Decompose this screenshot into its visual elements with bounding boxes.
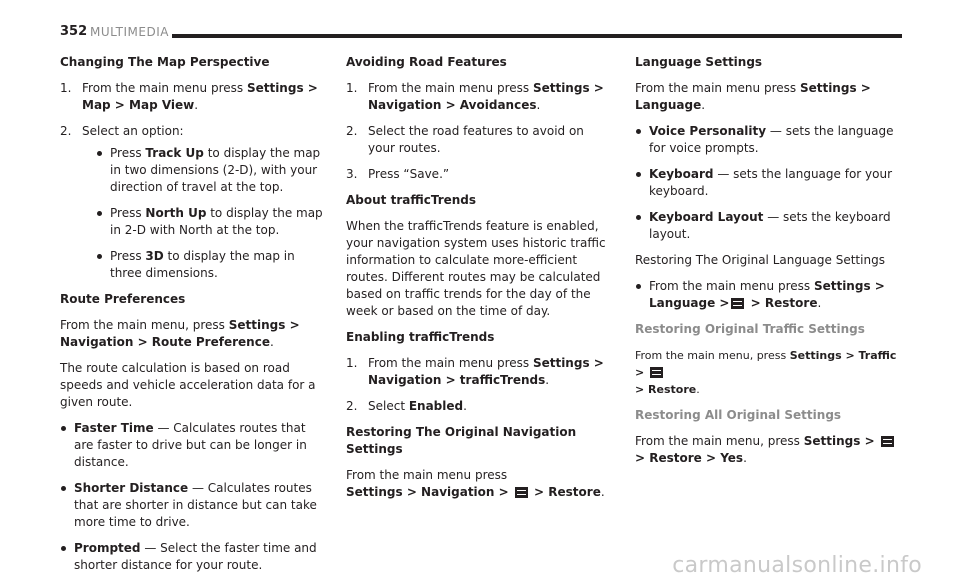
language-item-keyboard-layout: Keyboard Layout — sets the keyboard layout.	[635, 209, 905, 243]
heading-restore-traffic: Restoring Original Traffic Settings	[635, 322, 865, 336]
column-right	[635, 54, 905, 476]
option-3d: Press 3D to display the map in three dimensions.	[96, 248, 328, 282]
restore-traffic-body: From the main menu, press Settings > Traffic > > Restore.	[635, 349, 897, 396]
menu-icon	[881, 436, 894, 447]
option-track-up: Press Track Up to display the map in two dimensions (2-D), with your direction of travel at the top.	[96, 145, 328, 196]
heading-restore-all: Restoring All Original Settings	[635, 408, 842, 422]
heading-avoiding-road-features: Avoiding Road Features	[346, 55, 507, 69]
header-rule	[172, 34, 902, 38]
column-middle	[346, 54, 610, 510]
menu-icon	[650, 367, 663, 378]
avoid-step-2: 2. Select the road features to avoid on your routes.	[346, 124, 584, 155]
language-item-keyboard: Keyboard — sets the language for your keyboard.	[635, 166, 905, 200]
route-item-shorter-distance: Shorter Distance — Calculates routes that are shorter in distance but can take more time to drive.	[60, 480, 328, 531]
page-number: 352	[60, 24, 88, 39]
option-north-up: Press North Up to display the map in 2-D with North at the top.	[96, 205, 328, 239]
language-item-voice-personality: Voice Personality — sets the language for voice prompts.	[635, 123, 905, 157]
enable-step-1: 1. From the main menu press Settings > Navigation > trafficTrends.	[346, 356, 604, 387]
restore-language-item: From the main menu press Settings > Language > > Restore.	[635, 278, 905, 312]
section-title: MULTIMEDIA	[90, 25, 169, 39]
route-intro: From the main menu, press Settings > Navigation > Route Preference.	[60, 318, 300, 349]
perspective-step-2: 2. Select an option: Press Track Up to display the map in two dimensions (2-D), with your direction of travel at the top. Press North Up to display the map in 2-D with North at the top. Press 3D to display the map in three dimensions.	[60, 123, 328, 282]
heading-restore-language: Restoring The Original Language Settings	[635, 253, 885, 267]
restore-navigation-body: From the main menu press Settings > Navigation > > Restore.	[346, 468, 605, 499]
route-body: The route calculation is based on road speeds and vehicle acceleration data for a given route.	[60, 361, 316, 409]
route-item-faster-time: Faster Time — Calculates routes that are faster to drive but can be longer in distance.	[60, 420, 328, 471]
route-item-prompted: Prompted — Select the faster time and shorter distance for your route.	[60, 540, 328, 574]
heading-enabling-traffictrends: Enabling trafficTrends	[346, 330, 495, 344]
heading-about-traffictrends: About trafficTrends	[346, 193, 477, 207]
avoid-step-1: 1. From the main menu press Settings > Navigation > Avoidances.	[346, 81, 604, 112]
heading-map-perspective: Changing The Map Perspective	[60, 55, 270, 69]
heading-language-settings: Language Settings	[635, 55, 763, 69]
restore-all-body: From the main menu, press Settings > > Restore > Yes.	[635, 433, 905, 467]
avoid-step-3: 3. Press “Save.”	[346, 167, 450, 181]
column-left	[60, 54, 328, 583]
menu-icon	[731, 298, 744, 309]
watermark: carmanualsonline.info	[672, 553, 922, 578]
heading-route-preferences: Route Preferences	[60, 292, 186, 306]
about-traffictrends-body: When the trafficTrends feature is enabled, your navigation system uses historic traffic information to calculate more-efficient routes. Different routes may be calculated based on traffic trends for the day of the week or based on the time of day.	[346, 219, 606, 318]
heading-restore-navigation: Restoring The Original Navigation Settings	[346, 425, 577, 456]
menu-icon	[515, 487, 528, 498]
enable-step-2: 2. Select Enabled.	[346, 399, 467, 413]
perspective-step-1: 1. From the main menu press Settings > Map > Map View.	[60, 81, 318, 112]
page-header	[60, 24, 902, 46]
language-intro: From the main menu press Settings > Language.	[635, 81, 871, 112]
